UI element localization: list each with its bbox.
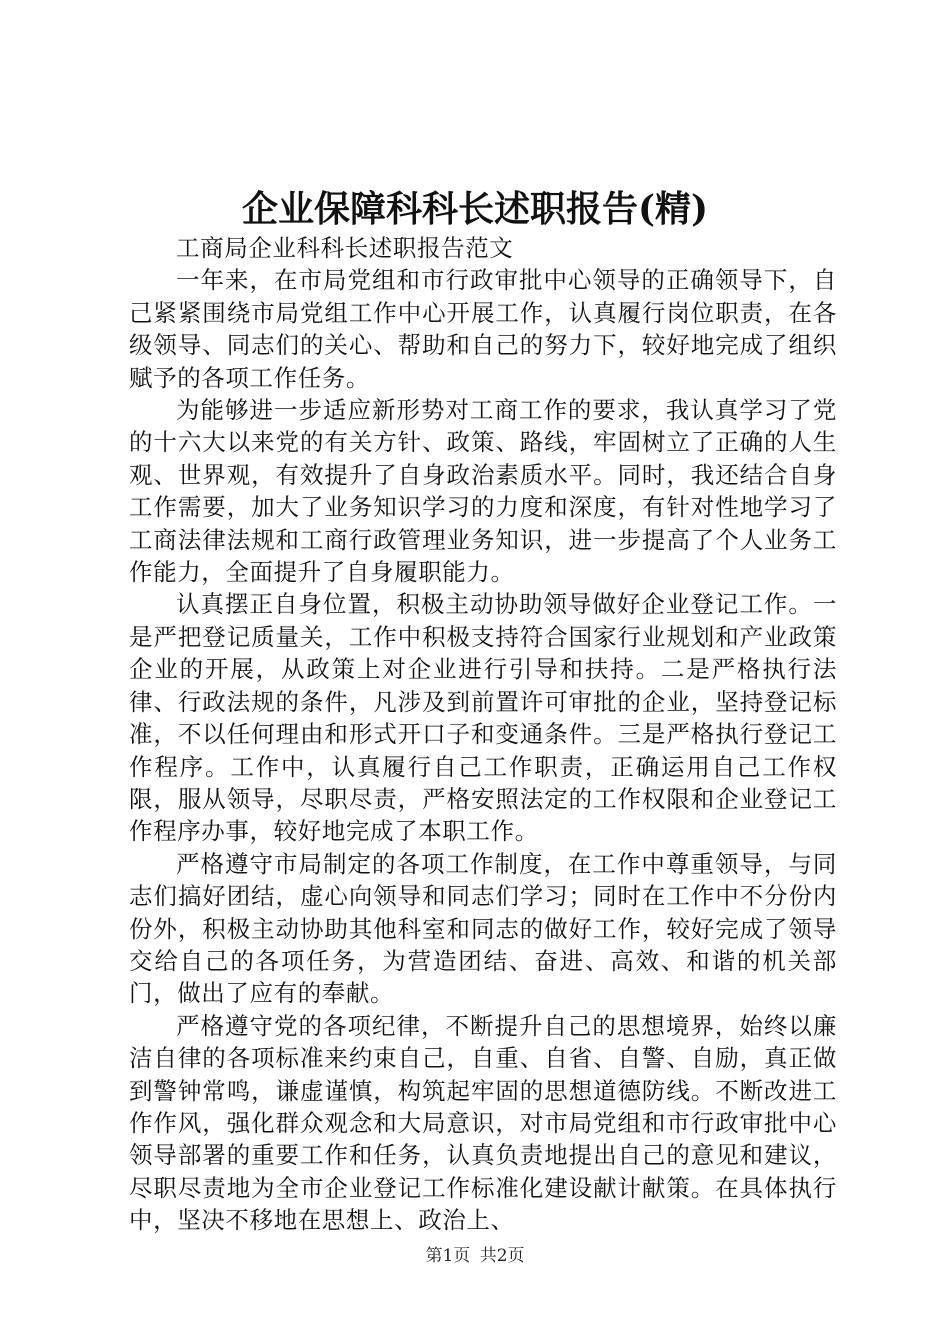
page-total: 共2页 [479, 1246, 525, 1266]
document-title: 企业保障科科长述职报告(精) [241, 188, 709, 230]
paragraph: 为能够进一步适应新形势对工商工作的要求，我认真学习了党的十六大以来党的有关方针、政策、路线，牢固树立了正确的人生观、世界观，有效提升了自身政治素质水平。同时，我还结合自身工作需要，加大了业务知识学习的力度和深度，有针对性地学习了工商法律法规和工商行政管理业务知识，进一步提高了个人业务工作能力，全面提升了自身履职能力。 [129, 396, 837, 587]
document-body [129, 232, 837, 1237]
page-footer [0, 1244, 950, 1268]
page-number: 第1页 [425, 1246, 471, 1266]
paragraph: 认真摆正自身位置，积极主动协助领导做好企业登记工作。一是严把登记质量关，工作中积极支持符合国家行业规划和产业政策企业的开展，从政策上对企业进行引导和扶持。二是严格执行法律、行政法规的条件，凡涉及到前置许可审批的企业，坚持登记标准，不以任何理由和形式开口子和变通条件。三是严格执行登记工作程序。工作中，认真履行自己工作职责，正确运用自己工作权限，服从领导，尽职尽责，严格安照法定的工作权限和企业登记工作程序办事，较好地完成了本职工作。 [129, 590, 837, 846]
paragraph: 严格遵守市局制定的各项工作制度，在工作中尊重领导，与同志们搞好团结，虚心向领导和同志们学习；同时在工作中不分份内份外，积极主动协助其他科室和同志的做好工作，较好完成了领导交给自己的各项任务，为营造团结、奋进、高效、和谐的机关部门，做出了应有的奉献。 [129, 849, 837, 1008]
paragraph: 严格遵守党的各项纪律，不断提升自己的思想境界，始终以廉洁自律的各项标准来约束自己，自重、自省、自警、自励，真正做到警钟常鸣，谦虚谨慎，构筑起牢固的思想道德防线。不断改进工作作风，强化群众观念和大局意识，对市局党组和市行政审批中心领导部署的重要工作和任务，认真负责地提出自己的意见和建议，尽职尽责地为全市企业登记工作标准化建设献计献策。在具体执行中，坚决不移地在思想上、政治上、 [129, 1011, 837, 1235]
paragraph: 一年来，在市局党组和市行政审批中心领导的正确领导下，自己紧紧围绕市局党组工作中心开展工作，认真履行岗位职责，在各级领导、同志们的关心、帮助和自己的努力下，较好地完成了组织赋予的各项工作任务。 [129, 266, 837, 392]
paragraph-subtitle: 工商局企业科科长述职报告范文 [176, 234, 514, 262]
